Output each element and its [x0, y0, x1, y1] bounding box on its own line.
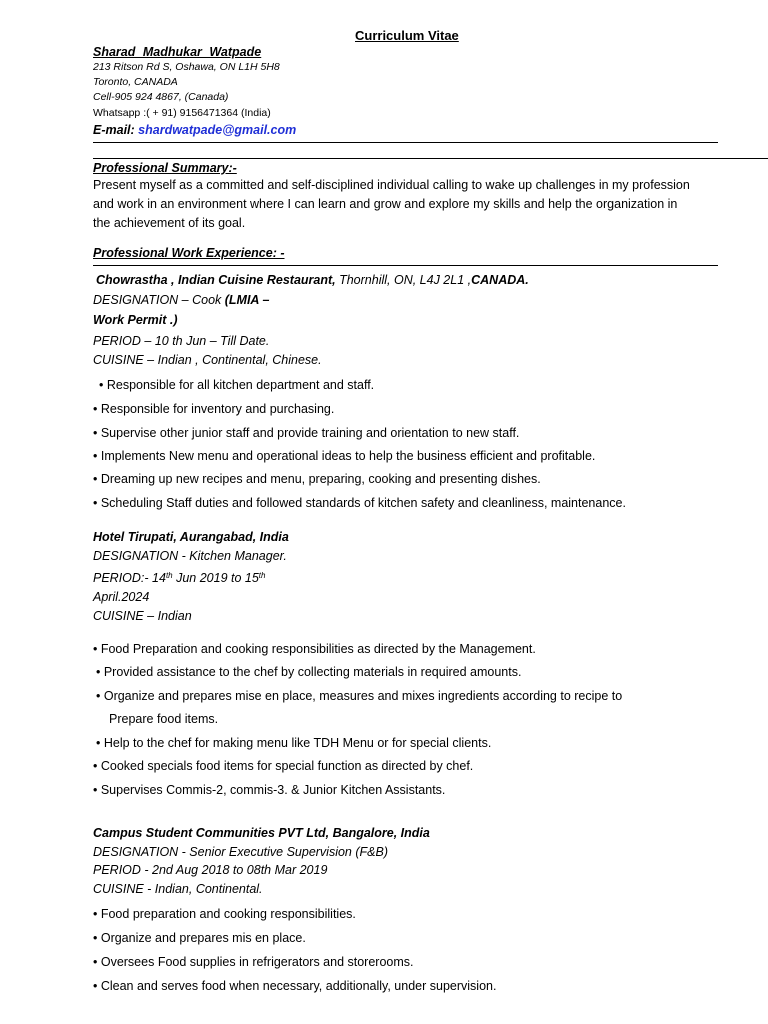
- address-line-2: Toronto, CANADA: [93, 76, 178, 88]
- job3-employer: Campus Student Communities PVT Ltd, Bangalore, India: [93, 826, 430, 840]
- summary-paragraph: [93, 176, 718, 233]
- summary-heading: Professional Summary:-: [93, 161, 237, 175]
- job2-period-end: April.2024: [93, 590, 150, 604]
- job1-cuisine: CUISINE – Indian , Continental, Chinese.: [93, 353, 322, 367]
- job2-designation: DESIGNATION - Kitchen Manager.: [93, 549, 287, 563]
- email-label: E-mail:: [93, 123, 135, 137]
- cell-phone: Cell-905 924 4867, (Canada): [93, 91, 229, 103]
- job3-bullet: • Food preparation and cooking responsibilities.: [93, 907, 356, 921]
- whatsapp-number: Whatsapp :( + 91) 9156471364 (India): [93, 107, 271, 119]
- job2-period: [93, 571, 265, 585]
- job1-designation-line: [93, 293, 269, 307]
- summary-line: the achievement of its goal.: [93, 216, 246, 230]
- candidate-name: Sharad Madhukar Watpade: [93, 45, 262, 59]
- job2-period-sup: th: [258, 571, 266, 580]
- document-title: Curriculum Vitae: [355, 28, 459, 43]
- job2-period-sup: th: [165, 571, 173, 580]
- job1-bullet: • Supervise other junior staff and provide training and orientation to new staff.: [93, 426, 520, 440]
- job3-designation: DESIGNATION - Senior Executive Supervision (F&B): [93, 845, 388, 859]
- job1-designation: DESIGNATION – Cook: [93, 293, 225, 307]
- job3-bullet: • Clean and serves food when necessary, additionally, under supervision.: [93, 979, 497, 993]
- job3-period: PERIOD - 2nd Aug 2018 to 08th Mar 2019: [93, 863, 328, 877]
- job2-employer: Hotel Tirupati, Aurangabad, India: [93, 530, 289, 544]
- job2-bullet: • Food Preparation and cooking responsibilities as directed by the Management.: [93, 642, 536, 656]
- job2-period-part: PERIOD:- 14: [93, 571, 166, 585]
- job1-employer-line: [96, 273, 529, 287]
- job1-bullet: • Implements New menu and operational ideas to help the business efficient and profitable.: [93, 449, 596, 463]
- job1-work-permit: Work Permit .): [93, 313, 178, 327]
- header-divider: [93, 142, 718, 143]
- job1-bullet: • Dreaming up new recipes and menu, preparing, cooking and presenting dishes.: [93, 472, 541, 486]
- job1-location: Thornhill, ON, L4J 2L1 ,: [335, 273, 472, 287]
- summary-line: and work in an environment where I can learn and grow and explore my skills and help the organization in: [93, 197, 678, 211]
- summary-top-divider: [93, 158, 768, 159]
- job1-employer: Chowrastha , Indian Cuisine Restaurant,: [96, 273, 336, 287]
- job1-country: CANADA.: [471, 273, 529, 287]
- experience-divider: [93, 265, 718, 266]
- experience-heading: Professional Work Experience: -: [93, 246, 285, 260]
- job1-bullet: • Scheduling Staff duties and followed standards of kitchen safety and cleanliness, maintenance.: [93, 496, 626, 510]
- job2-bullet: • Cooked specials food items for special function as directed by chef.: [93, 759, 474, 773]
- address-line-1: 213 Ritson Rd S, Oshawa, ON L1H 5H8: [93, 61, 280, 73]
- job2-bullet-continuation: Prepare food items.: [109, 712, 219, 726]
- job3-bullet: • Oversees Food supplies in refrigerators and storerooms.: [93, 955, 414, 969]
- job2-bullet: • Organize and prepares mise en place, measures and mixes ingredients according to recipe to: [96, 689, 623, 703]
- job1-lmia: (LMIA –: [224, 293, 270, 307]
- summary-line: Present myself as a committed and self-disciplined individual calling to wake up challenges in my profession: [93, 178, 690, 192]
- job3-bullet: • Organize and prepares mis en place.: [93, 931, 306, 945]
- job1-period: PERIOD – 10 th Jun – Till Date.: [93, 334, 270, 348]
- email-row: [93, 123, 296, 137]
- job1-bullet: • Responsible for inventory and purchasing.: [93, 402, 335, 416]
- job1-bullet: • Responsible for all kitchen department and staff.: [99, 378, 375, 392]
- job2-bullet: • Supervises Commis-2, commis-3. & Junior Kitchen Assistants.: [93, 783, 446, 797]
- job2-bullet: • Provided assistance to the chef by collecting materials in required amounts.: [96, 665, 522, 679]
- job2-period-part: Jun 2019 to 15: [172, 571, 259, 585]
- job3-cuisine: CUISINE - Indian, Continental.: [93, 882, 263, 896]
- job2-cuisine: CUISINE – Indian: [93, 609, 192, 623]
- email-link[interactable]: shardwatpade@gmail.com: [138, 123, 297, 137]
- job2-bullet: • Help to the chef for making menu like TDH Menu or for special clients.: [96, 736, 492, 750]
